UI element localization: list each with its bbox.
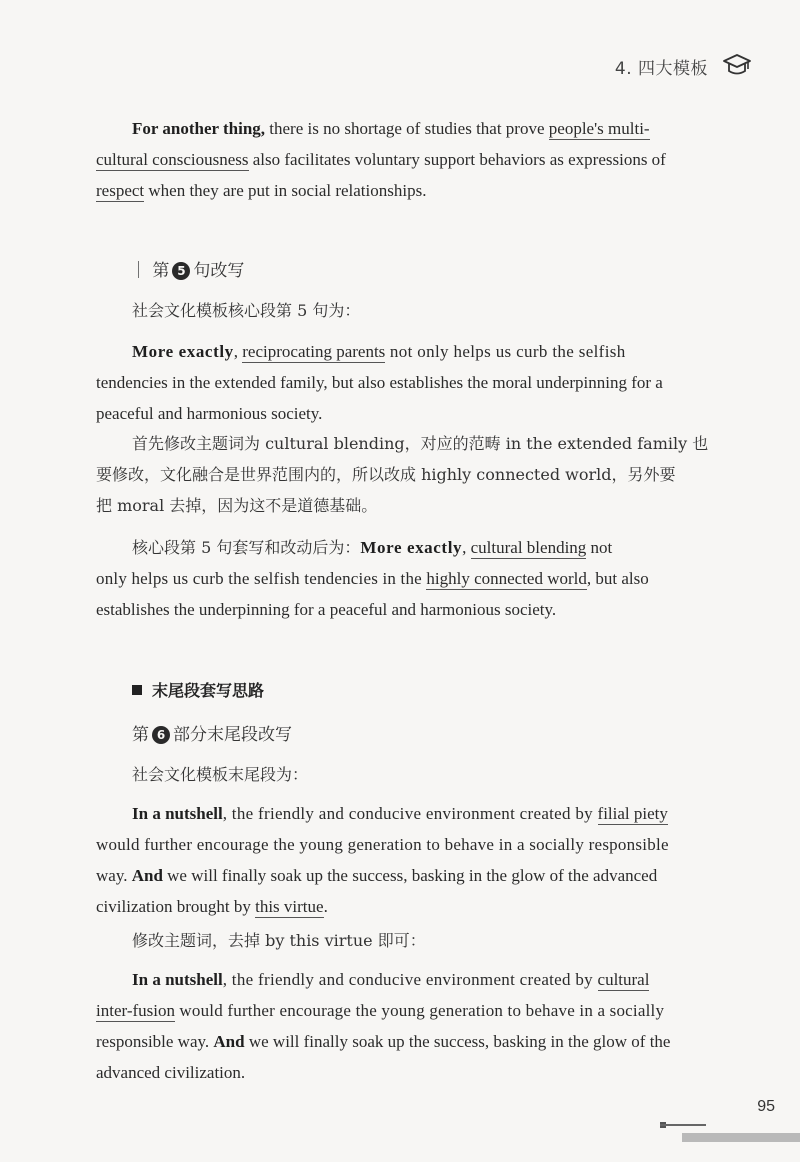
line — [96, 144, 712, 175]
line — [96, 798, 712, 829]
text: there is no shortage of studies that prove — [265, 119, 549, 138]
number-badge: 5 — [172, 262, 190, 280]
line — [96, 1026, 712, 1057]
line — [96, 336, 712, 367]
lead-phrase: More exactly — [132, 342, 234, 361]
bold-word: And — [213, 1032, 245, 1051]
line — [96, 964, 712, 995]
text: , but also — [586, 569, 649, 588]
underlined-phrase: people's multi- — [548, 119, 650, 138]
line: 要修改，文化融合是世界范围内的，所以改成 highly connected world，另外要 — [96, 465, 676, 484]
heading-suffix: 部分末尾段改写 — [173, 725, 292, 745]
underlined-phrase: cultural — [597, 970, 650, 989]
graduation-cap-icon — [722, 52, 752, 78]
underlined-phrase: inter-fusion — [96, 1001, 175, 1020]
heading-prefix: ｜ 第 — [130, 261, 170, 281]
line: would further encourage the young generation to behave in a socially responsible — [96, 835, 669, 854]
number-badge: 6 — [152, 726, 170, 744]
text: 核心段第 5 句套写和改动后为： — [132, 538, 361, 557]
section-title: 末尾段套写思路 — [152, 681, 265, 700]
line — [96, 175, 712, 206]
text: way. — [96, 866, 132, 885]
underlined-phrase: this virtue — [255, 897, 324, 916]
line — [96, 113, 712, 144]
line — [96, 995, 712, 1026]
text: not — [586, 538, 613, 557]
rewritten-closing-paragraph — [96, 964, 712, 1088]
bold-word: And — [131, 866, 163, 885]
underlined-phrase: cultural blending — [470, 538, 587, 557]
text: , — [233, 342, 239, 361]
text: also facilitates voluntary support behaviors as expressions of — [248, 150, 666, 169]
section-heading — [132, 678, 264, 701]
underlined-phrase: cultural consciousness — [96, 150, 249, 169]
text: we will finally soak up the success, basking in the glow of the — [244, 1032, 671, 1051]
line: 把 moral 去掉，因为这不是道德基础。 — [96, 496, 378, 515]
footer-rule — [660, 1124, 706, 1126]
underlined-phrase: reciprocating parents — [242, 342, 386, 361]
text: we will finally soak up the success, basking in the glow of the advanced — [162, 866, 658, 885]
original-sentence-5 — [96, 336, 712, 429]
line: establishes the underpinning for a peaceful and harmonious society. — [96, 600, 557, 619]
underlined-phrase: respect — [96, 181, 145, 200]
text: responsible way. — [96, 1032, 214, 1051]
revision-note-2: 修改主题词，去掉 by this virtue 即可： — [132, 931, 426, 950]
original-closing-paragraph — [96, 798, 712, 922]
rewritten-sentence-5 — [96, 532, 712, 625]
text: when they are put in social relationships. — [144, 181, 427, 200]
line: tendencies in the extended family, but also establishes the moral underpinning for a — [96, 373, 663, 392]
part-6-intro: 社会文化模板末尾段为： — [132, 765, 309, 784]
footer-bar — [682, 1133, 800, 1142]
paragraph-for-another-thing — [96, 113, 712, 206]
line — [96, 563, 712, 594]
text: only helps us curb the selfish tendencies in the — [96, 569, 427, 588]
text: not only helps us curb the selfish — [385, 342, 626, 361]
revision-note — [96, 428, 712, 521]
lead-phrase: In a nutshell — [132, 804, 223, 823]
sentence-5-heading — [130, 256, 244, 281]
underlined-phrase: highly connected world — [426, 569, 587, 588]
line — [96, 532, 712, 563]
underlined-phrase: filial piety — [597, 804, 668, 823]
text: . — [323, 897, 328, 916]
text: would further encourage the young generation to behave in a socially — [174, 1001, 665, 1020]
part-6-heading — [132, 720, 292, 745]
lead-phrase: More exactly — [360, 538, 463, 557]
heading-prefix: 第 — [132, 725, 149, 745]
text: , — [462, 538, 467, 557]
text: , the friendly and conducive environment created by — [222, 804, 598, 823]
line: peaceful and harmonious society. — [96, 404, 323, 423]
line: advanced civilization. — [96, 1063, 246, 1082]
line — [96, 891, 712, 922]
running-header — [0, 52, 800, 80]
text: , the friendly and conducive environment created by — [222, 970, 598, 989]
chapter-title: 4. 四大模板 — [614, 59, 708, 79]
text: civilization brought by — [96, 897, 256, 916]
lead-phrase: For another thing, — [132, 119, 266, 138]
page-number: 95 — [757, 1098, 775, 1115]
heading-suffix: 句改写 — [193, 261, 245, 281]
square-bullet-icon — [132, 685, 142, 695]
line: 首先修改主题词为 cultural blending，对应的范畴 in the extended family 也 — [132, 434, 709, 453]
lead-phrase: In a nutshell — [132, 970, 223, 989]
sentence-5-intro: 社会文化模板核心段第 5 句为： — [132, 301, 361, 320]
line — [96, 860, 712, 891]
